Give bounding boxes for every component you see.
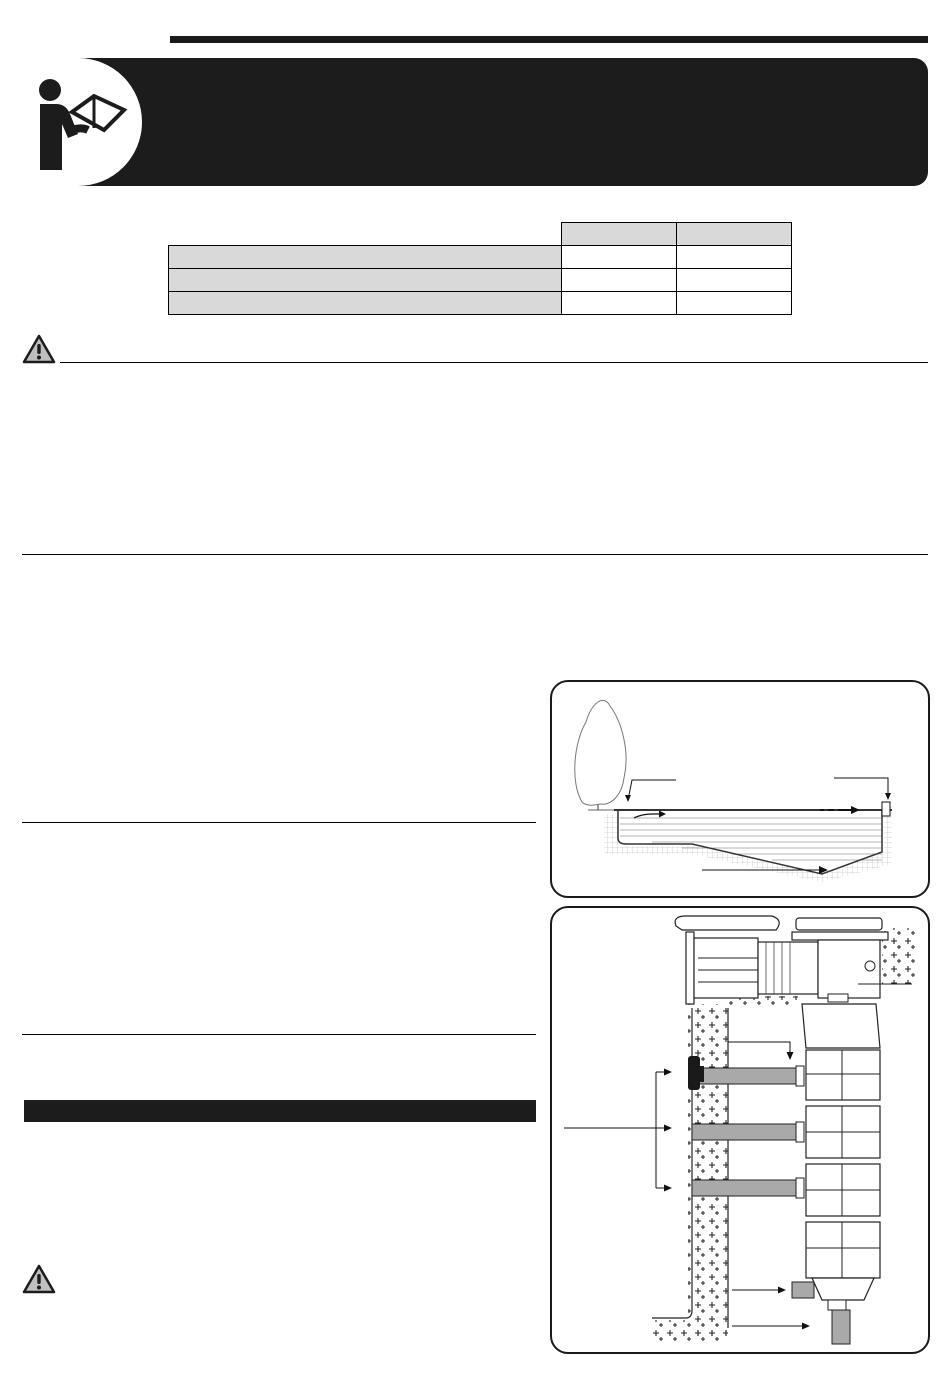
spec-row-label: [169, 269, 562, 292]
tree-icon: [575, 700, 626, 810]
section-divider: [22, 1034, 536, 1035]
spec-table: [168, 222, 792, 315]
spec-cell: [562, 246, 677, 269]
spec-row-label: [169, 292, 562, 315]
read-manual-icon: [22, 72, 134, 172]
warning-triangle-icon: [22, 1264, 56, 1294]
spec-col-2: [677, 223, 792, 246]
spec-table-corner: [169, 223, 562, 246]
spec-cell: [677, 292, 792, 315]
header-banner: [70, 58, 928, 186]
spec-cell: [677, 269, 792, 292]
spec-cell: [677, 246, 792, 269]
section-divider: [22, 554, 928, 555]
spec-row-label: [169, 246, 562, 269]
section-heading-bar: [24, 1100, 536, 1122]
skimmer-installation-diagram: [550, 906, 930, 1354]
spec-row: [169, 246, 792, 269]
spec-cell: [562, 292, 677, 315]
spec-cell: [562, 269, 677, 292]
spec-row: [169, 269, 792, 292]
spec-col-1: [562, 223, 677, 246]
top-rule: [170, 36, 928, 43]
warning-triangle-icon: [22, 334, 56, 364]
warning-rule: [60, 362, 928, 363]
spec-row: [169, 292, 792, 315]
spec-table-header: [169, 223, 792, 246]
pool-cross-section-diagram: [550, 680, 930, 898]
section-divider: [22, 822, 536, 823]
